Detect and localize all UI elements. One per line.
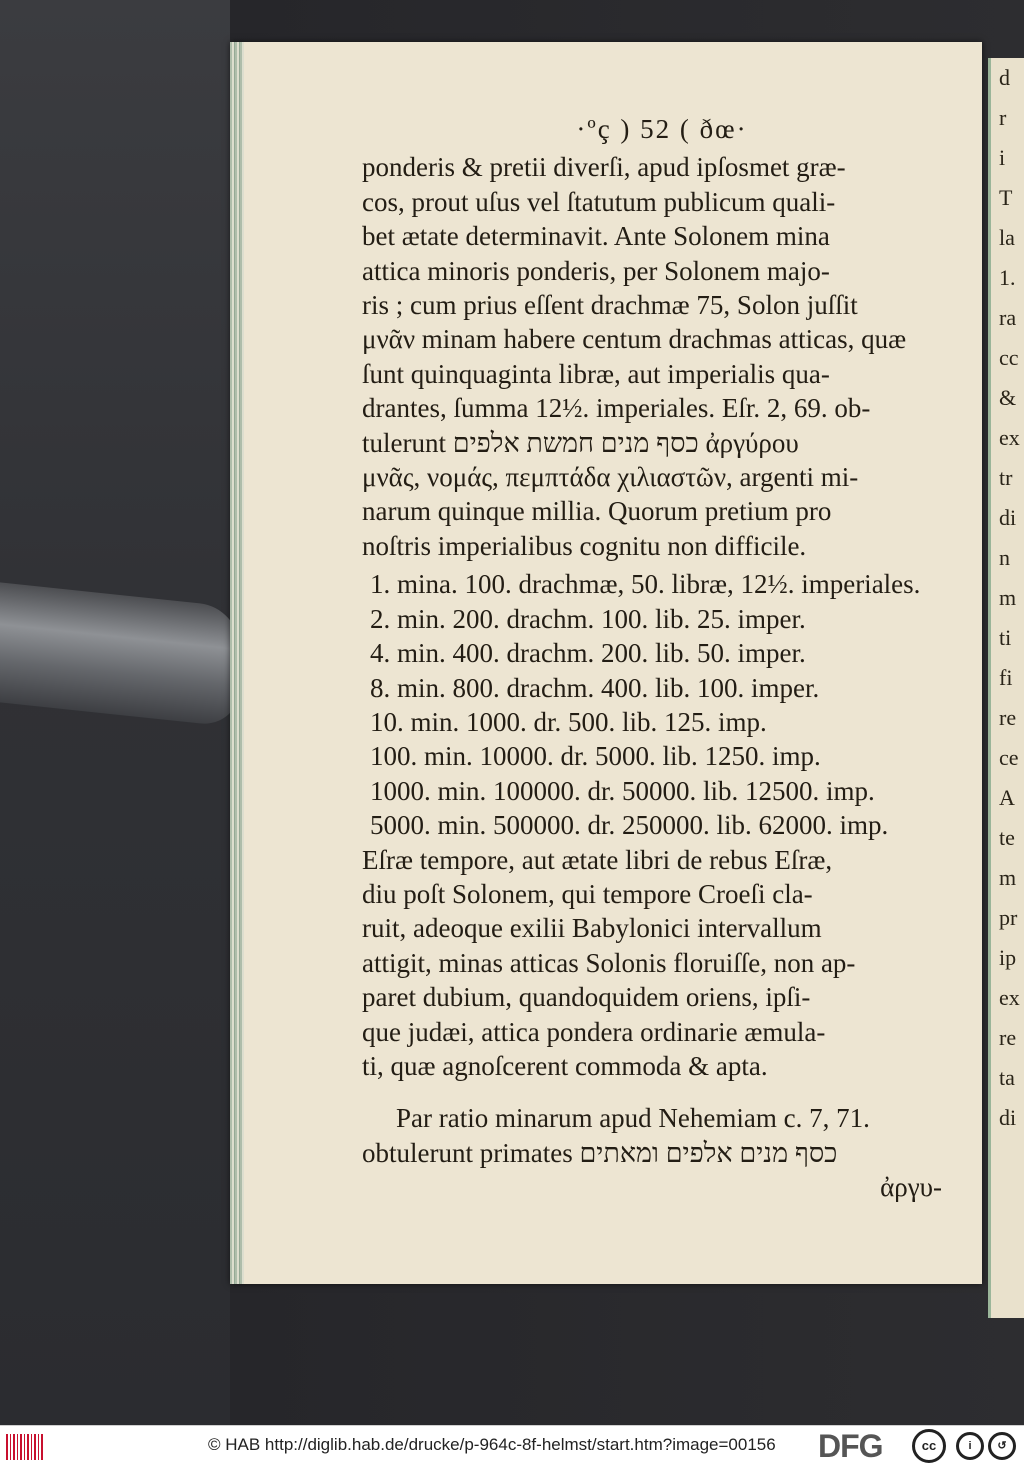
text-line: que judæi, attica pondera ordinarie æmula- xyxy=(362,1016,826,1047)
text-line: tulerunt כסף מנים חמשת אלפים ἀργύρου xyxy=(362,427,799,458)
table-row: 1. mina. 100. drachmæ, 50. libræ, 12½. imperiales. xyxy=(370,569,921,600)
table-row: 5000. min. 500000. dr. 250000. lib. 62000. imp. xyxy=(370,810,889,841)
catchword: ἀργυ- xyxy=(880,1172,942,1203)
text-line: Par ratio minarum apud Nehemiam c. 7, 71. xyxy=(396,1103,870,1134)
hab-logo-icon xyxy=(6,1434,44,1460)
sa-icon[interactable]: ↺ xyxy=(988,1432,1016,1460)
page-header: ·ºç ) 52 ( ðœ· xyxy=(576,114,748,144)
conversion-table xyxy=(362,567,962,842)
text-line: narum quinque millia. Quorum pretium pro xyxy=(362,496,832,527)
text-line: paret dubium, quandoquidem oriens, ipſi- xyxy=(362,982,811,1013)
text-line: μνᾶν minam habere centum drachmas atticas, quæ xyxy=(362,324,907,355)
text-line: bet ætate determinavit. Ante Solonem mina xyxy=(362,221,830,252)
paragraph-2 xyxy=(362,843,962,1084)
cc-icon[interactable]: cc xyxy=(912,1429,946,1463)
table-row: 4. min. 400. drachm. 200. lib. 50. imper. xyxy=(370,638,806,669)
text-line: μνᾶς, νομάς, πεμπτάδα χιλιαστῶν, argenti mi- xyxy=(362,462,859,493)
text-line: Eſræ tempore, aut ætate libri de rebus Eſræ, xyxy=(362,844,833,875)
table-row: 100. min. 10000. dr. 5000. lib. 1250. imp. xyxy=(370,741,821,772)
text-line: ris ; cum prius eſſent drachmæ 75, Solon juſſit xyxy=(362,290,858,321)
paragraph-1 xyxy=(362,150,962,563)
text-line: obtulerunt primates כסף מנים אלפים ומאתים xyxy=(362,1137,838,1168)
page-edge xyxy=(230,42,244,1284)
table-row: 10. min. 1000. dr. 500. lib. 125. imp. xyxy=(370,706,767,737)
table-row: 1000. min. 100000. dr. 50000. lib. 12500. imp. xyxy=(370,775,875,806)
text-line: attigit, minas atticas Solonis floruiſſe, non ap- xyxy=(362,947,856,978)
paragraph-3 xyxy=(362,1101,962,1170)
text-line: attica minoris ponderis, per Solonem majo- xyxy=(362,255,830,286)
by-icon[interactable]: i xyxy=(956,1432,984,1460)
table-row: 8. min. 800. drachm. 400. lib. 100. imper. xyxy=(370,672,820,703)
text-line: cos, prout uſus vel ſtatutum publicum quali- xyxy=(362,186,836,217)
adjacent-page: d r i T la 1. ra cc & ex tr di n m ti fi re ce A te m pr ip ex re ta di xyxy=(988,58,1024,1318)
text-line: noſtris imperialibus cognitu non difficile. xyxy=(362,530,807,561)
source-url[interactable]: © HAB http://diglib.hab.de/drucke/p-964c-8f-helmst/start.htm?image=00156 xyxy=(208,1435,776,1454)
glass-clip xyxy=(0,582,240,727)
text-line: ti, quæ agnoſcerent commoda & apta. xyxy=(362,1050,768,1081)
text-line: ſunt quinquaginta libræ, aut imperialis qua- xyxy=(362,358,830,389)
text-line: ponderis & pretii diverſi, apud ipſosmet græ- xyxy=(362,152,846,183)
text-line: diu poſt Solonem, qui tempore Croeſi cla- xyxy=(362,878,813,909)
page-text xyxy=(362,112,962,1205)
text-line: ruit, adeoque exilii Babylonici intervallum xyxy=(362,913,822,944)
dfg-logo: DFG xyxy=(818,1428,883,1464)
table-row: 2. min. 200. drachm. 100. lib. 25. imper. xyxy=(370,603,806,634)
viewer-footer xyxy=(0,1425,1024,1466)
text-line: drantes, ſumma 12½. imperiales. Eſr. 2, 69. ob- xyxy=(362,393,871,424)
